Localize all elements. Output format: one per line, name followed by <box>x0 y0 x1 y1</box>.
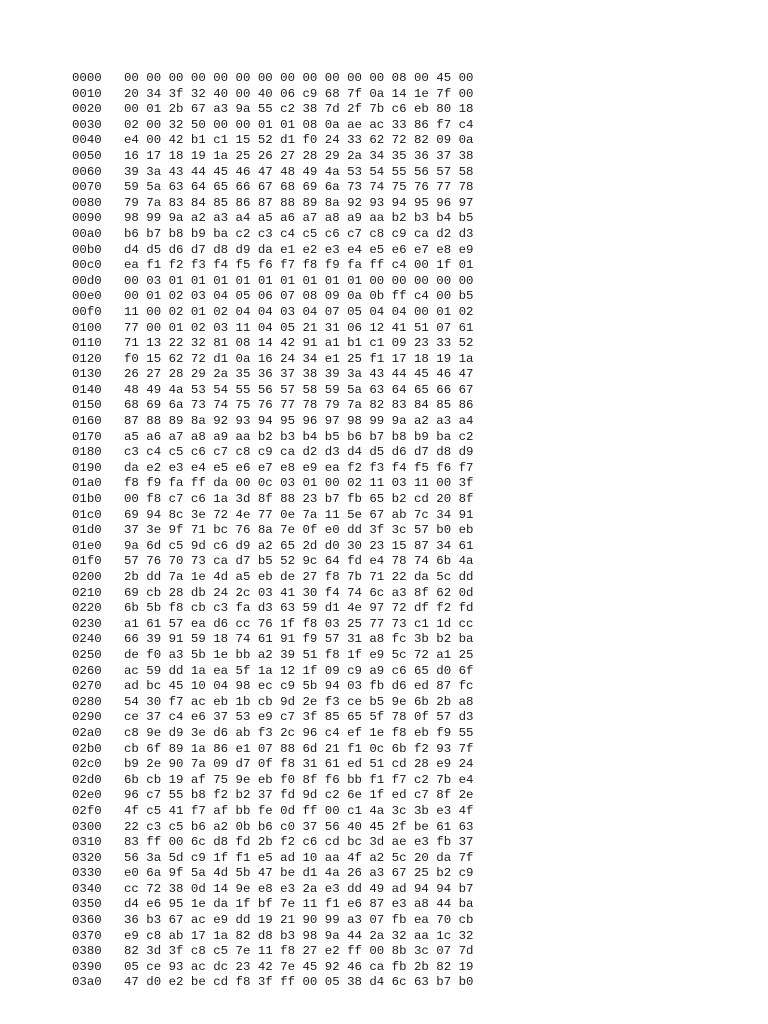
hex-offset: 0120 <box>72 351 102 366</box>
hex-offset: 0340 <box>72 881 102 896</box>
hex-row <box>72 258 473 274</box>
hex-row <box>72 944 473 960</box>
hex-offset: 0140 <box>72 382 102 397</box>
hex-offset: 0180 <box>72 445 102 460</box>
hex-row <box>72 414 473 430</box>
hex-offset: 02a0 <box>72 725 102 740</box>
hex-offset: 0240 <box>72 632 102 647</box>
hex-offset: 0050 <box>72 148 102 163</box>
hex-offset: 0000 <box>72 71 102 85</box>
hex-offset: 00a0 <box>72 226 102 241</box>
hex-row <box>72 508 473 524</box>
hex-offset: 0190 <box>72 460 102 475</box>
hex-offset: 0080 <box>72 195 102 210</box>
hex-row <box>72 804 473 820</box>
hex-offset: 0160 <box>72 414 102 429</box>
hex-row <box>72 929 473 945</box>
hex-row <box>72 165 473 181</box>
hex-row <box>72 570 473 586</box>
hex-offset: 0060 <box>72 164 102 179</box>
hex-bytes: ce 37 c4 e6 37 53 e9 c7 3f 85 65 5f 78 0f 57 d3 <box>124 710 474 725</box>
hex-row <box>72 632 473 648</box>
hex-row <box>72 820 473 836</box>
hex-bytes: 02 00 32 50 00 00 01 01 08 0a ae ac 33 86 f7 c4 <box>124 117 474 132</box>
hex-bytes: c3 c4 c5 c6 c7 c8 c9 ca d2 d3 d4 d5 d6 d7 d8 d9 <box>124 445 474 460</box>
hex-row <box>72 383 473 399</box>
hex-row <box>72 539 473 555</box>
hex-bytes: 37 3e 9f 71 bc 76 8a 7e 0f e0 dd 3f 3c 57 b0 eb <box>124 523 474 538</box>
hex-row <box>72 352 473 368</box>
hex-bytes: 00 f8 c7 c6 1a 3d 8f 88 23 b7 fb 65 b2 cd 20 8f <box>124 492 474 507</box>
hex-bytes: de f0 a3 5b 1e bb a2 39 51 f8 1f e9 5c 72 a1 25 <box>124 647 474 662</box>
hex-row <box>72 274 473 290</box>
hex-bytes: 4f c5 41 f7 af bb fe 0d ff 00 c1 4a 3c 3b e3 4f <box>124 803 474 818</box>
hex-bytes: ad bc 45 10 04 98 ec c9 5b 94 03 fb d6 ed 87 fc <box>124 679 474 694</box>
hex-bytes: 48 49 4a 53 54 55 56 57 58 59 5a 63 64 65 66 67 <box>124 382 474 397</box>
hex-bytes: 39 3a 43 44 45 46 47 48 49 4a 53 54 55 56 57 58 <box>124 164 474 179</box>
hex-row <box>72 196 473 212</box>
hex-bytes: 2b dd 7a 1e 4d a5 eb de 27 f8 7b 71 22 da 5c dd <box>124 570 474 584</box>
hex-bytes: b6 b7 b8 b9 ba c2 c3 c4 c5 c6 c7 c8 c9 ca d2 d3 <box>124 226 474 241</box>
hex-bytes: 11 00 02 01 02 04 04 03 04 07 05 04 04 00 01 02 <box>124 304 474 319</box>
hex-row <box>72 102 473 118</box>
hex-row <box>72 211 473 227</box>
hex-row <box>72 367 473 383</box>
hex-row <box>72 851 473 867</box>
hex-bytes: 71 13 22 32 81 08 14 42 91 a1 b1 c1 09 23 33 52 <box>124 336 474 351</box>
hex-offset: 02d0 <box>72 772 102 787</box>
hex-row <box>72 554 473 570</box>
hex-bytes: e0 6a 9f 5a 4d 5b 47 be d1 4a 26 a3 67 25 b2 c9 <box>124 866 474 881</box>
hex-bytes: b9 2e 90 7a 09 d7 0f f8 31 61 ed 51 cd 28 e9 24 <box>124 757 474 772</box>
hex-bytes: 54 30 f7 ac eb 1b cb 9d 2e f3 ce b5 9e 6b 2b a8 <box>124 694 474 709</box>
hex-bytes: 69 94 8c 3e 72 4e 77 0e 7a 11 5e 67 ab 7c 34 91 <box>124 507 474 522</box>
hex-bytes: 77 00 01 02 03 11 04 05 21 31 06 12 41 51 07 61 <box>124 320 474 335</box>
hex-row <box>72 960 473 976</box>
hex-offset: 0370 <box>72 928 102 943</box>
hex-row <box>72 897 473 913</box>
hex-bytes: 16 17 18 19 1a 25 26 27 28 29 2a 34 35 36 37 38 <box>124 148 474 163</box>
hex-row <box>72 773 473 789</box>
hex-bytes: 59 5a 63 64 65 66 67 68 69 6a 73 74 75 76 77 78 <box>124 180 474 195</box>
hex-offset: 02b0 <box>72 741 102 756</box>
hex-row <box>72 430 473 446</box>
hex-offset: 0010 <box>72 86 102 101</box>
hex-bytes: 57 76 70 73 ca d7 b5 52 9c 64 fd e4 78 74 6b 4a <box>124 554 474 569</box>
hex-row <box>72 476 473 492</box>
hex-offset: 0280 <box>72 694 102 709</box>
hex-row <box>72 664 473 680</box>
hex-offset: 00b0 <box>72 242 102 257</box>
hex-offset: 0250 <box>72 647 102 662</box>
hex-offset: 0330 <box>72 866 102 881</box>
hex-offset: 0230 <box>72 616 102 631</box>
hex-row <box>72 445 473 461</box>
hex-bytes: d4 d5 d6 d7 d8 d9 da e1 e2 e3 e4 e5 e6 e7 e8 e9 <box>124 242 474 257</box>
hex-row <box>72 398 473 414</box>
hex-offset: 0030 <box>72 117 102 132</box>
hex-row <box>72 617 473 633</box>
hex-bytes: c8 9e d9 3e d6 ab f3 2c 96 c4 ef 1e f8 eb f9 55 <box>124 725 474 740</box>
hex-offset: 0210 <box>72 585 102 600</box>
hex-row <box>72 461 473 477</box>
hex-bytes: 00 00 00 00 00 00 00 00 00 00 00 00 08 00 45 00 <box>124 71 474 85</box>
hex-row <box>72 87 473 103</box>
hex-bytes: f8 f9 fa ff da 00 0c 03 01 00 02 11 03 11 00 3f <box>124 476 474 491</box>
hex-offset: 0260 <box>72 663 102 678</box>
hex-bytes: a1 61 57 ea d6 cc 76 1f f8 03 25 77 73 c1 1d cc <box>124 616 474 631</box>
hex-offset: 02c0 <box>72 757 102 772</box>
hex-row <box>72 243 473 259</box>
hex-row <box>72 523 473 539</box>
hex-offset: 0090 <box>72 211 102 226</box>
hex-offset: 0220 <box>72 601 102 616</box>
hex-row <box>72 149 473 165</box>
hex-row <box>72 695 473 711</box>
hex-offset: 01b0 <box>72 492 102 507</box>
hex-bytes: ac 59 dd 1a ea 5f 1a 12 1f 09 c9 a9 c6 65 d0 6f <box>124 663 474 678</box>
hex-row <box>72 586 473 602</box>
hex-row <box>72 975 473 991</box>
hex-bytes: 00 01 2b 67 a3 9a 55 c2 38 7d 2f 7b c6 eb 80 18 <box>124 102 474 117</box>
hex-bytes: e4 00 42 b1 c1 15 52 d1 f0 24 33 62 72 82 09 0a <box>124 133 474 148</box>
hex-row <box>72 648 473 664</box>
hex-dump <box>72 71 473 991</box>
hex-row <box>72 336 473 352</box>
hex-offset: 0170 <box>72 429 102 444</box>
hex-bytes: 56 3a 5d c9 1f f1 e5 ad 10 aa 4f a2 5c 20 da 7f <box>124 850 474 865</box>
hex-offset: 02f0 <box>72 803 102 818</box>
hex-row <box>72 913 473 929</box>
hex-offset: 01f0 <box>72 554 102 569</box>
hex-bytes: 69 cb 28 db 24 2c 03 41 30 f4 74 6c a3 8f 62 0d <box>124 585 474 600</box>
hex-bytes: 47 d0 e2 be cd f8 3f ff 00 05 38 d4 6c 63 b7 b0 <box>124 975 474 990</box>
hex-row <box>72 289 473 305</box>
hex-row <box>72 180 473 196</box>
hex-row <box>72 601 473 617</box>
hex-offset: 01a0 <box>72 476 102 491</box>
hex-offset: 0070 <box>72 180 102 195</box>
hex-offset: 0270 <box>72 679 102 694</box>
hex-row <box>72 726 473 742</box>
hex-bytes: ea f1 f2 f3 f4 f5 f6 f7 f8 f9 fa ff c4 00 1f 01 <box>124 258 474 273</box>
hex-bytes: 82 3d 3f c8 c5 7e 11 f8 27 e2 ff 00 8b 3c 07 7d <box>124 944 474 959</box>
hex-bytes: 79 7a 83 84 85 86 87 88 89 8a 92 93 94 95 96 97 <box>124 195 474 210</box>
hex-bytes: 98 99 9a a2 a3 a4 a5 a6 a7 a8 a9 aa b2 b3 b4 b5 <box>124 211 474 226</box>
hex-bytes: da e2 e3 e4 e5 e6 e7 e8 e9 ea f2 f3 f4 f5 f6 f7 <box>124 460 474 475</box>
hex-offset: 03a0 <box>72 975 102 990</box>
hex-bytes: 83 ff 00 6c d8 fd 2b f2 c6 cd bc 3d ae e3 fb 37 <box>124 835 474 850</box>
hex-offset: 0290 <box>72 710 102 725</box>
hex-offset: 02e0 <box>72 788 102 803</box>
hex-offset: 0130 <box>72 367 102 382</box>
hex-bytes: 96 c7 55 b8 f2 b2 37 fd 9d c2 6e 1f ed c7 8f 2e <box>124 788 474 803</box>
hex-offset: 00c0 <box>72 258 102 273</box>
hex-offset: 0390 <box>72 959 102 974</box>
hex-row <box>72 118 473 134</box>
hex-row <box>72 227 473 243</box>
hex-row <box>72 133 473 149</box>
hex-offset: 01e0 <box>72 538 102 553</box>
hex-offset: 0380 <box>72 944 102 959</box>
hex-bytes: 9a 6d c5 9d c6 d9 a2 65 2d d0 30 23 15 87 34 61 <box>124 538 474 553</box>
hex-bytes: f0 15 62 72 d1 0a 16 24 34 e1 25 f1 17 18 19 1a <box>124 351 474 366</box>
hex-offset: 0110 <box>72 336 102 351</box>
hex-bytes: cb 6f 89 1a 86 e1 07 88 6d 21 f1 0c 6b f2 93 7f <box>124 741 474 756</box>
hex-bytes: 6b cb 19 af 75 9e eb f0 8f f6 bb f1 f7 c2 7b e4 <box>124 772 474 787</box>
hex-row <box>72 710 473 726</box>
hex-offset: 01c0 <box>72 507 102 522</box>
hex-offset: 0150 <box>72 398 102 413</box>
hex-offset: 0040 <box>72 133 102 148</box>
hex-offset: 00f0 <box>72 304 102 319</box>
hex-offset: 0300 <box>72 819 102 834</box>
hex-bytes: 00 01 02 03 04 05 06 07 08 09 0a 0b ff c4 00 b5 <box>124 289 474 304</box>
hex-row <box>72 835 473 851</box>
hex-bytes: 05 ce 93 ac dc 23 42 7e 45 92 46 ca fb 2b 82 19 <box>124 959 474 974</box>
hex-offset: 0310 <box>72 835 102 850</box>
hex-bytes: cc 72 38 0d 14 9e e8 e3 2a e3 dd 49 ad 94 94 b7 <box>124 881 474 896</box>
hex-bytes: 6b 5b f8 cb c3 fa d3 63 59 d1 4e 97 72 df f2 fd <box>124 601 474 616</box>
hex-offset: 01d0 <box>72 523 102 538</box>
hex-row <box>72 492 473 508</box>
hex-row <box>72 71 473 87</box>
hex-offset: 0350 <box>72 897 102 912</box>
hex-bytes: 26 27 28 29 2a 35 36 37 38 39 3a 43 44 45 46 47 <box>124 367 474 382</box>
hex-offset: 0320 <box>72 850 102 865</box>
hex-row <box>72 305 473 321</box>
hex-bytes: 87 88 89 8a 92 93 94 95 96 97 98 99 9a a2 a3 a4 <box>124 414 474 429</box>
hex-row <box>72 742 473 758</box>
hex-row <box>72 788 473 804</box>
hex-row <box>72 757 473 773</box>
hex-bytes: 22 c3 c5 b6 a2 0b b6 c0 37 56 40 45 2f be 61 63 <box>124 819 474 834</box>
hex-offset: 0020 <box>72 102 102 117</box>
hex-offset: 0360 <box>72 913 102 928</box>
hex-offset: 00e0 <box>72 289 102 304</box>
hex-row <box>72 679 473 695</box>
hex-row <box>72 321 473 337</box>
hex-offset: 0100 <box>72 320 102 335</box>
hex-bytes: 20 34 3f 32 40 00 40 06 c9 68 7f 0a 14 1e 7f 00 <box>124 86 474 101</box>
hex-bytes: 68 69 6a 73 74 75 76 77 78 79 7a 82 83 84 85 86 <box>124 398 474 413</box>
hex-offset: 0200 <box>72 570 102 584</box>
hex-row <box>72 882 473 898</box>
hex-row <box>72 866 473 882</box>
hex-bytes: 66 39 91 59 18 74 61 91 f9 57 31 a8 fc 3b b2 ba <box>124 632 474 647</box>
hex-bytes: a5 a6 a7 a8 a9 aa b2 b3 b4 b5 b6 b7 b8 b9 ba c2 <box>124 429 474 444</box>
hex-bytes: e9 c8 ab 17 1a 82 d8 b3 98 9a 44 2a 32 aa 1c 32 <box>124 928 474 943</box>
hex-bytes: 00 03 01 01 01 01 01 01 01 01 01 00 00 00 00 00 <box>124 273 474 288</box>
hex-offset: 00d0 <box>72 273 102 288</box>
hex-bytes: d4 e6 95 1e da 1f bf 7e 11 f1 e6 87 e3 a8 44 ba <box>124 897 474 912</box>
hex-bytes: 36 b3 67 ac e9 dd 19 21 90 99 a3 07 fb ea 70 cb <box>124 913 474 928</box>
